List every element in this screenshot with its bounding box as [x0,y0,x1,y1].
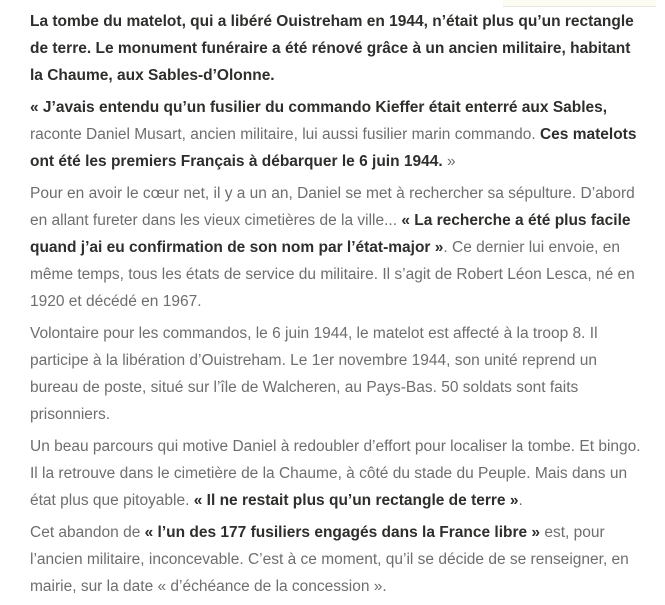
bold-text-segment: Ces matelots ont été les premiers Français à débarquer le 6 juin 1944. [30,126,637,170]
text-segment: . [518,492,523,509]
text-segment: raconte Daniel Musart, ancien militaire, lui aussi fusilier marin commando. [30,126,540,143]
article-intro-paragraph [30,8,644,89]
bold-text-segment: « J’avais entendu qu’un fusilier du commando Kieffer était enterré aux Sables, [30,99,608,116]
article-paragraph [30,433,644,514]
bold-text-segment: « l’un des 177 fusiliers engagés dans la France libre » [144,524,541,541]
article-paragraph [30,94,644,175]
article-paragraph [30,519,644,600]
text-segment: est, pour l’ancien militaire, inconcevable. C’est à ce moment, qu’il se décide de se renseigner, en mairie, sur la date « d’échéance de la concession ». [30,524,629,595]
article-paragraph [30,180,644,315]
text-segment: Pour en avoir le cœur net, il y a un an, Daniel se met à rechercher sa sépulture. D’abord en allant fureter dans les vieux cimetières de la ville... [30,185,635,229]
text-segment: » [442,153,456,170]
article-body [30,8,644,605]
text-segment: Volontaire pour les commandos, le 6 juin 1944, le matelot est affecté à la troop 8. Il participe à la libération d’Ouistreham. Le 1er novembre 1944, son unité reprend un bureau de poste, situé sur l’île de Walcheren, au Pays-Bas. 50 soldats sont faits prisonniers. [30,325,598,423]
bold-text-segment: « Il ne restait plus qu’un rectangle de terre » [193,492,519,509]
bold-text-segment: La tombe du matelot, qui a libéré Ouistreham en 1944, n’était plus qu’un rectangle de terre. Le monument funéraire a été rénové grâce à un ancien militaire, habitant la Chaume, aux Sables-d’Olonne. [30,13,634,84]
text-segment: Cet abandon de [30,524,145,541]
article-paragraph [30,320,644,428]
top-edge-band [503,0,656,7]
text-segment: Un beau parcours qui motive Daniel à redoubler d’effort pour localiser la tombe. Et bingo. Il la retrouve dans le cimetière de la Chaume, à côté du stade du Peuple. Mais dans un état plus que pitoyable. [30,438,641,509]
text-segment: . Ce dernier lui envoie, en même temps, tous les états de service du militaire. Il s’agit de Robert Léon Lesca, né en 1920 et décédé en 1967. [30,239,635,310]
bold-text-segment: « La recherche a été plus facile quand j’ai eu confirmation de son nom par l’état-major » [30,212,631,256]
